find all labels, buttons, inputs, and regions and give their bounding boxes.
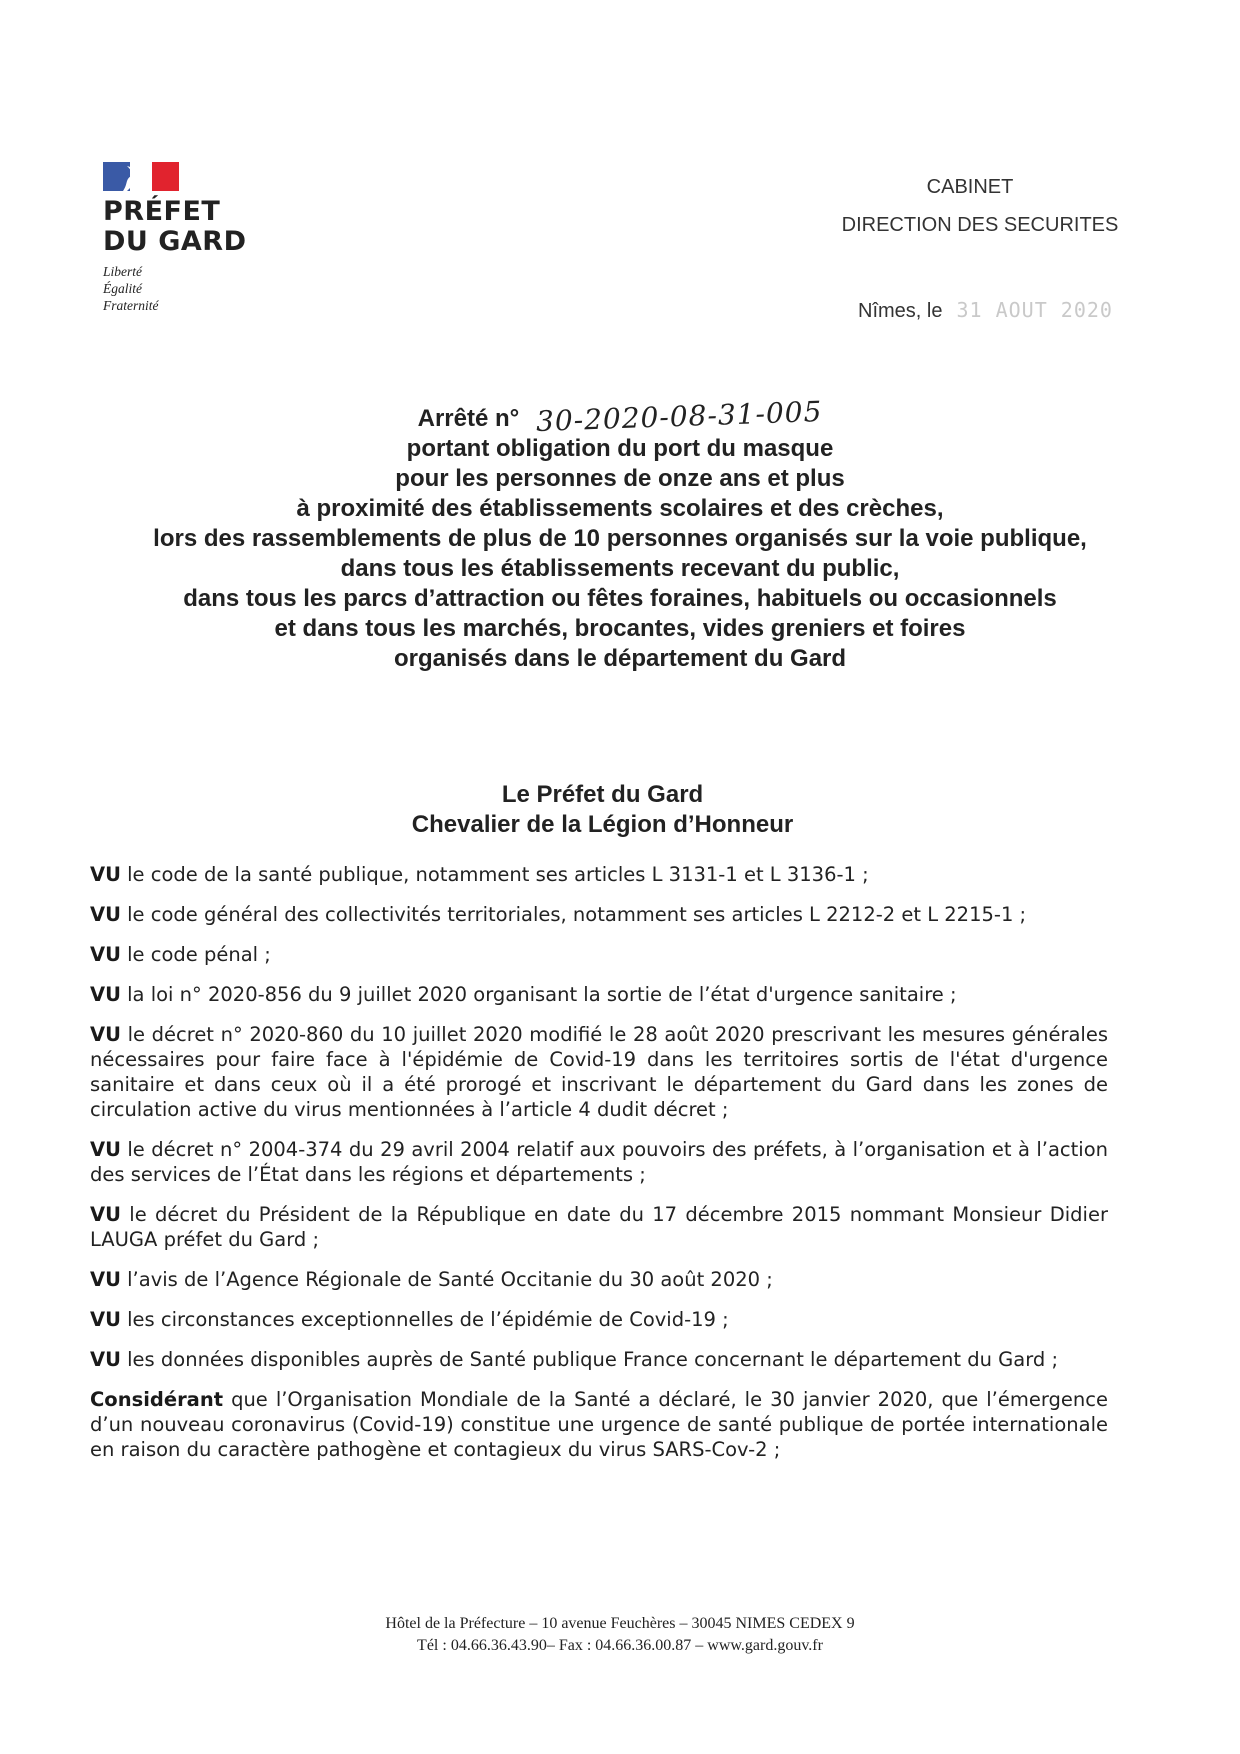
date-stamp: 31 AOUT 2020 [956,298,1113,322]
paragraph-text: la loi n° 2020-856 du 9 juillet 2020 organisant la sortie de l’état d'urgence sanitaire ; [120,983,957,1006]
date-label: Nîmes, le [858,300,943,322]
prefet-heading [60,780,1145,840]
visa-paragraph [90,1347,1108,1372]
paragraph-lead: VU [90,903,121,926]
paragraph-text: le code général des collectivités territoriales, notamment ses articles L 2212-2 et L 2215-1 ; [120,903,1027,926]
office-direction: DIRECTION DES SECURITES [841,214,1119,236]
visa-paragraph [90,942,1108,967]
paragraph-lead: VU [90,1268,121,1291]
date-line [858,298,1113,323]
paragraph-text: le décret n° 2020-860 du 10 juillet 2020 modifié le 28 août 2020 prescrivant les mesures générales nécessaires pour faire face à l'épidémie de Covid-19 dans les territoires sortis de l'état d'urgence sanitaire et dans ceux où il a été prorogé et inscrivant le département du Gard dans les zones de circulation active du virus mentionnées à l’article 4 dudit décret ; [90,1023,1108,1121]
paragraph-text: le décret du Président de la République en date du 17 décembre 2015 nommant Monsieur Didier LAUGA préfet du Gard ; [90,1203,1108,1251]
office-cabinet: CABINET [926,176,1014,198]
paragraph-lead: VU [90,1308,121,1331]
title-line: pour les personnes de onze ans et plus [395,465,845,492]
motto-egalite: Égalité [103,281,142,296]
paragraph-lead: VU [90,943,121,966]
paragraph-text: les circonstances exceptionnelles de l’épidémie de Covid-19 ; [120,1308,729,1331]
visa-paragraph [90,1307,1108,1332]
visa-paragraph [90,1202,1108,1252]
page-footer [200,1613,1040,1657]
paragraph-text: le décret n° 2004-374 du 29 avril 2004 relatif aux pouvoirs des préfets, à l’organisation et à l’action des services de l’État dans les régions et départements ; [90,1138,1108,1186]
paragraph-lead: VU [90,1203,121,1226]
arrete-number-line [60,395,1180,438]
paragraph-text: l’avis de l’Agence Régionale de Santé Occitanie du 30 août 2020 ; [120,1268,773,1291]
prefet-name: Le Préfet du Gard [501,781,704,808]
paragraph-lead: VU [90,863,121,886]
arrete-title [60,395,1180,674]
prefet-distinction: Chevalier de la Légion d’Honneur [411,811,794,838]
title-line: et dans tous les marchés, brocantes, vides greniers et foires [274,615,966,642]
visa-paragraph [90,902,1108,927]
document-body [90,862,1108,1477]
logo-title-line-2: DU GARD [103,226,247,257]
title-line: dans tous les établissements recevant du public, [340,555,900,582]
paragraph-lead: Considérant [90,1388,224,1411]
footer-contact: Tél : 04.66.36.43.90– Fax : 04.66.36.00.87 – www.gard.gouv.fr [417,1637,823,1654]
motto-liberte: Liberté [103,264,142,279]
paragraph-lead: VU [90,1138,121,1161]
arrete-label: Arrêté n° [417,405,520,432]
visa-paragraph [90,1022,1108,1122]
visa-paragraph [90,1267,1108,1292]
title-line: lors des rassemblements de plus de 10 personnes organisés sur la voie publique, [153,525,1087,552]
paragraph-text: le code pénal ; [120,943,271,966]
footer-address: Hôtel de la Préfecture – 10 avenue Feuchères – 30045 NIMES CEDEX 9 [385,1615,855,1632]
prefecture-logo [103,162,263,314]
title-line: organisés dans le département du Gard [393,645,847,672]
motto-fraternite: Fraternité [103,298,159,313]
logo-title [103,197,263,257]
paragraph-lead: VU [90,1348,121,1371]
republic-motto [103,263,263,314]
paragraph-text: le code de la santé publique, notamment ses articles L 3131-1 et L 3136-1 ; [120,863,869,886]
paragraph-text: les données disponibles auprès de Santé publique France concernant le département du Gard ; [120,1348,1059,1371]
paragraph-lead: VU [90,983,121,1006]
considerant-paragraph [90,1387,1108,1462]
arrete-number: 30-2020-08-31-005 [535,395,823,438]
visa-paragraph [90,982,1108,1007]
paragraph-lead: VU [90,1023,121,1046]
title-line: à proximité des établissements scolaires et des crèches, [296,495,944,522]
marianne-flag-icon [103,162,179,191]
visa-paragraph [90,1137,1108,1187]
title-line: portant obligation du port du masque [406,435,834,462]
title-line: dans tous les parcs d’attraction ou fêtes foraines, habituels ou occasionnels [183,585,1057,612]
logo-title-line-1: PRÉFET [103,196,221,227]
visa-paragraph [90,862,1108,887]
paragraph-text: que l’Organisation Mondiale de la Santé a déclaré, le 30 janvier 2020, que l’émergence d’un nouveau coronavirus (Covid-19) constitue une urgence de santé publique de portée internationale en raison du caractère pathogène et contagieux du virus SARS-Cov-2 ; [90,1388,1108,1461]
